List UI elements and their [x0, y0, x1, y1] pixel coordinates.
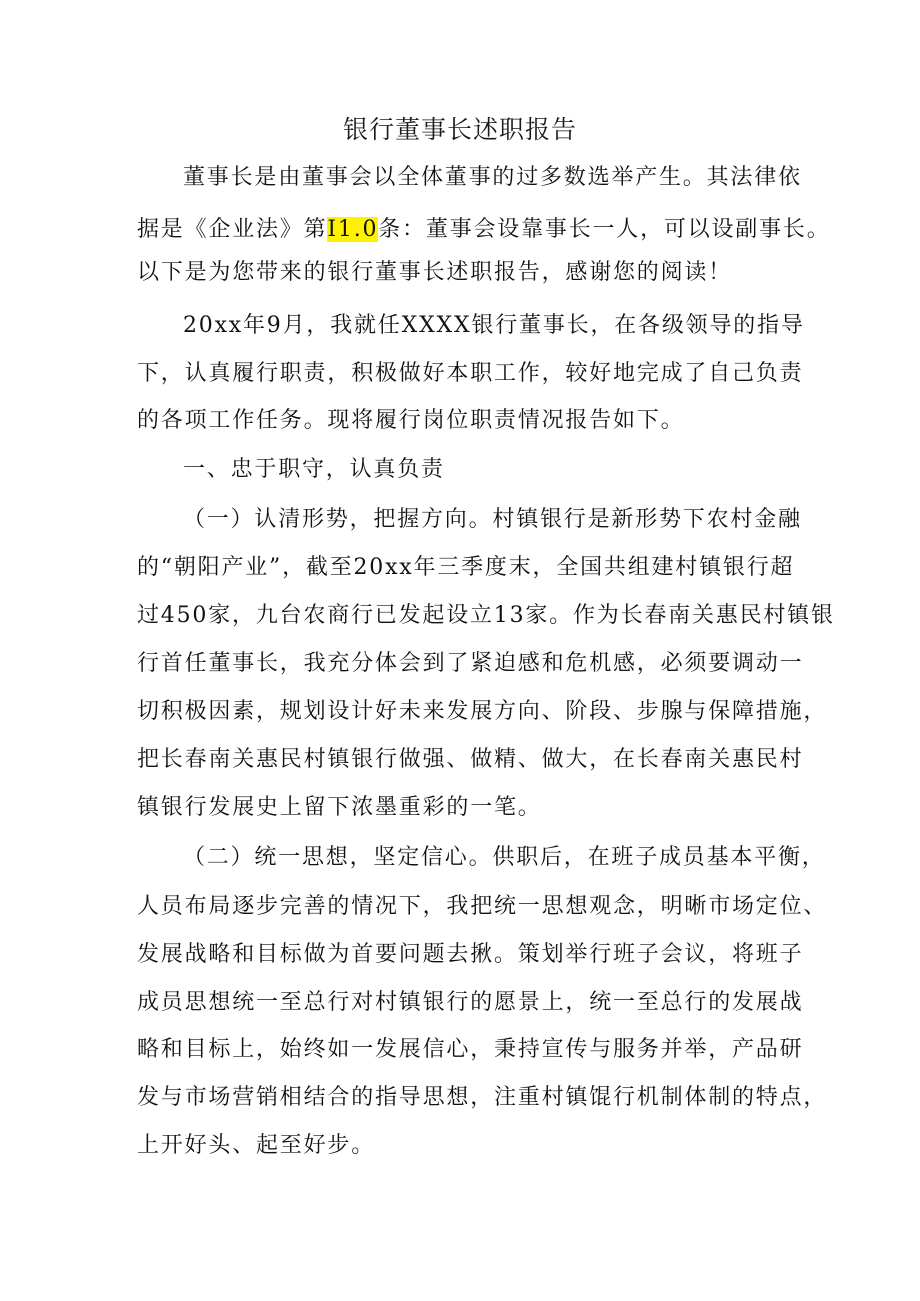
paragraph-3-line-4: 行首任董事长，我充分体会到了紧迫感和危机感，必须要调动一 [137, 651, 804, 676]
text-after-highlight: 条：董事会设靠事长一人，可以设副事长。 [378, 217, 831, 242]
paragraph-4-line-4: 成员思想统一至总行对村镇银行的愿景上，统一至总行的发展战 [137, 990, 804, 1015]
paragraph-2-line-1: 20xx年9月，我就任XXXX银行董事长，在各级领导的指导 [183, 313, 805, 338]
paragraph-3-line-6: 把长春南关惠民村镇银行做强、做精、做大，在长春南关惠民村 [137, 747, 804, 772]
paragraph-4-line-1: （二）统一思想，坚定信心。供职后，在班子成员基本平衡， [183, 845, 826, 870]
paragraph-4-line-5: 略和目标上，始终如一发展信心，秉持宣传与服务并举，产品研 [137, 1037, 804, 1062]
paragraph-2-line-2: 下，认真履行职责，积极做好本职工作，较好地完成了自己负责 [137, 361, 804, 386]
paragraph-1-line-3: 以下是为您带来的银行董事长述职报告，感谢您的阅读！ [137, 260, 733, 285]
paragraph-1-line-2 [137, 215, 831, 245]
highlighted-text: I1.0 [327, 217, 379, 242]
paragraph-2-line-3: 的各项工作任务。现将履行岗位职责情况报告如下。 [137, 408, 685, 433]
paragraph-3-line-3: 过450家，九台农商行已发起设立13家。作为长春南关惠民村镇银 [137, 603, 835, 628]
paragraph-3-line-7: 镇银行发展史上留下浓墨重彩的一笔。 [137, 795, 542, 820]
paragraph-1-line-1: 董事长是由董事会以全体董事的过多数选举产生。其法律依 [183, 165, 802, 190]
text-before-highlight: 据是《企业法》第 [137, 217, 328, 242]
paragraph-3-line-5: 切积极因素，规划设计好未来发展方向、阶段、步腺与保障措施， [137, 699, 828, 724]
paragraph-4-line-3: 发展战略和目标做为首要问题去揪。策划举行班子会议，将班子 [137, 942, 804, 967]
paragraph-4-line-6: 发与市场营销相结合的指导思想，注重村镇馄行机制体制的特点， [137, 1085, 828, 1110]
paragraph-4-line-2: 人员布局逐步完善的情况下，我把统一思想观念，明晰市场定位、 [137, 894, 828, 919]
paragraph-3-line-2: 的“朝阳产业”，截至20xx年三季度末，全国共组建村镇银行超 [137, 555, 795, 580]
section-heading-1: 一、忠于职守，认真负责 [183, 457, 445, 482]
paragraph-3-line-1: （一）认清形势，把握方向。村镇银行是新形势下农村金融 [183, 507, 802, 532]
document-title: 银行董事长述职报告 [342, 115, 577, 144]
paragraph-4-line-7: 上开好头、起至好步。 [137, 1133, 376, 1158]
